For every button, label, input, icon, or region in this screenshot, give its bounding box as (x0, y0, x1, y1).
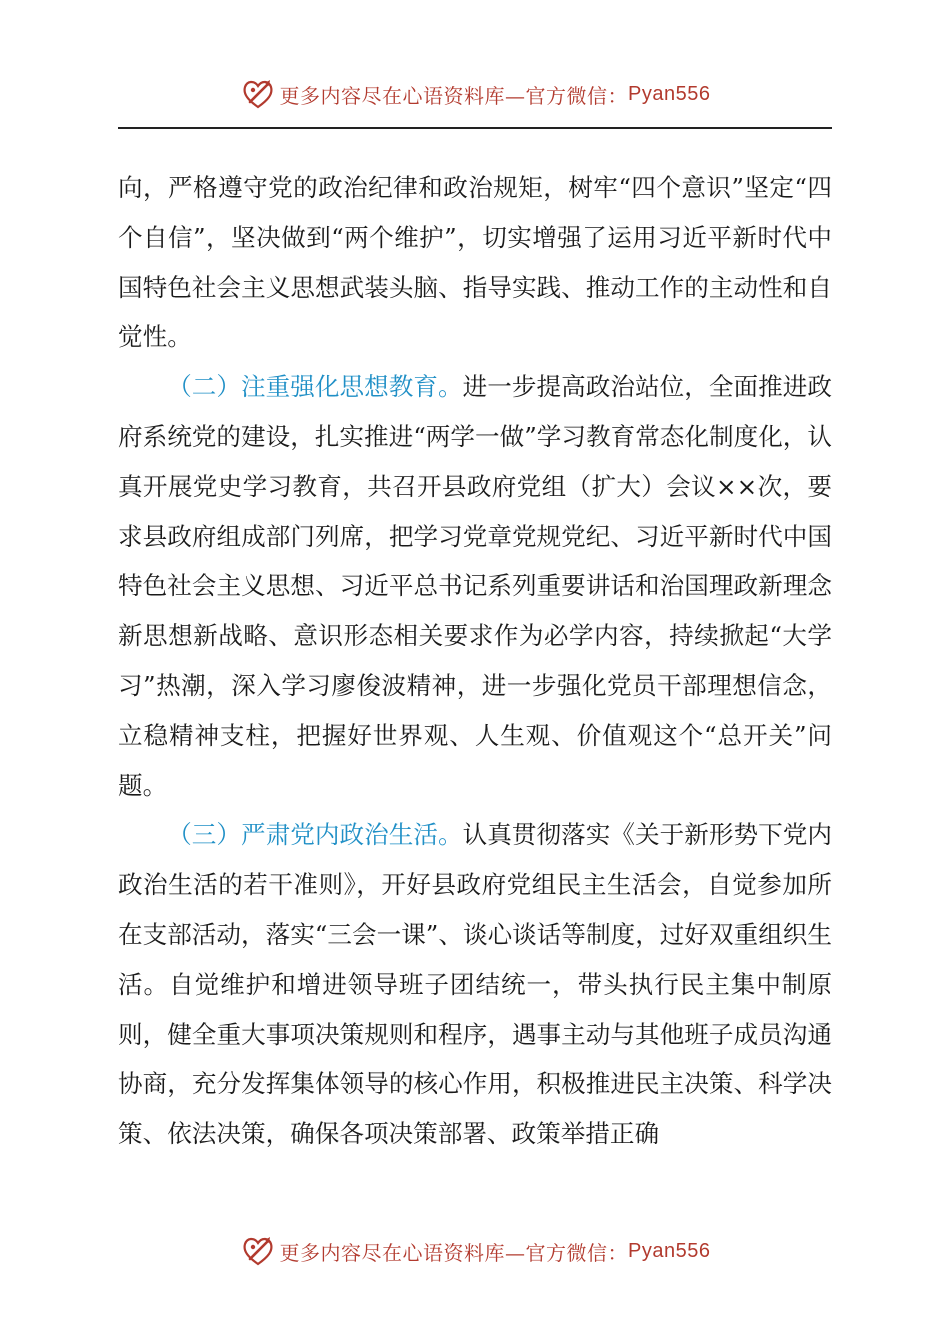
paragraph-continuation (118, 163, 832, 362)
document-body (118, 163, 832, 1159)
paragraph-section-3 (118, 810, 832, 1159)
heart-pen-logo-icon (240, 76, 276, 112)
header-divider (118, 127, 832, 129)
header-watermark (0, 74, 950, 114)
watermark-text: 更多内容尽在心语资料库—官方微信： (279, 83, 629, 108)
section-heading: （三）严肃党内政治生活。 (167, 820, 463, 850)
watermark-wechat-id: Pyan556 (628, 82, 711, 105)
footer-watermark (0, 1231, 950, 1271)
heart-pen-logo-icon (240, 1233, 276, 1269)
watermark-wechat-id: Pyan556 (628, 1239, 711, 1262)
paragraph-text: 进一步提高政治站位，全面推进政府系统党的建设，扎实推进“两学一做”学习教育常态化制度化，认真开展党史学习教育，共召开县政府党组（扩大）会议××次，要求县政府组成部门列席，把学习党章党规党纪、习近平新时代中国特色社会主义思想、习近平总书记系列重要讲话和治国理政新理念新思想新战略、意识形态相关要求作为必学内容，持续掀起“大学习”热潮，深入学习廖俊波精神，进一步强化党员干部理想信念，立稳精神支柱，把握好世界观、人生观、价值观这个“总开关”问题。 (118, 372, 832, 800)
watermark-text: 更多内容尽在心语资料库—官方微信： (279, 1240, 629, 1265)
paragraph-section-2 (118, 362, 832, 810)
section-heading: （二）注重强化思想教育。 (167, 372, 463, 402)
paragraph-text: 认真贯彻落实《关于新形势下党内政治生活的若干准则》，开好县政府党组民主生活会，自觉参加所在支部活动，落实“三会一课”、谈心谈话等制度，过好双重组织生活。自觉维护和增进领导班子团结统一，带头执行民主集中制原则，健全重大事项决策规则和程序，遇事主动与其他班子成员沟通协商，充分发挥集体领导的核心作用，积极推进民主决策、科学决策、依法决策，确保各项决策部署、政策举措正确 (118, 820, 832, 1149)
paragraph-text: 向，严格遵守党的政治纪律和政治规矩，树牢“四个意识”坚定“四个自信”，坚决做到“两个维护”，切实增强了运用习近平新时代中国特色社会主义思想武装头脑、指导实践、推动工作的主动性和自觉性。 (118, 173, 832, 352)
